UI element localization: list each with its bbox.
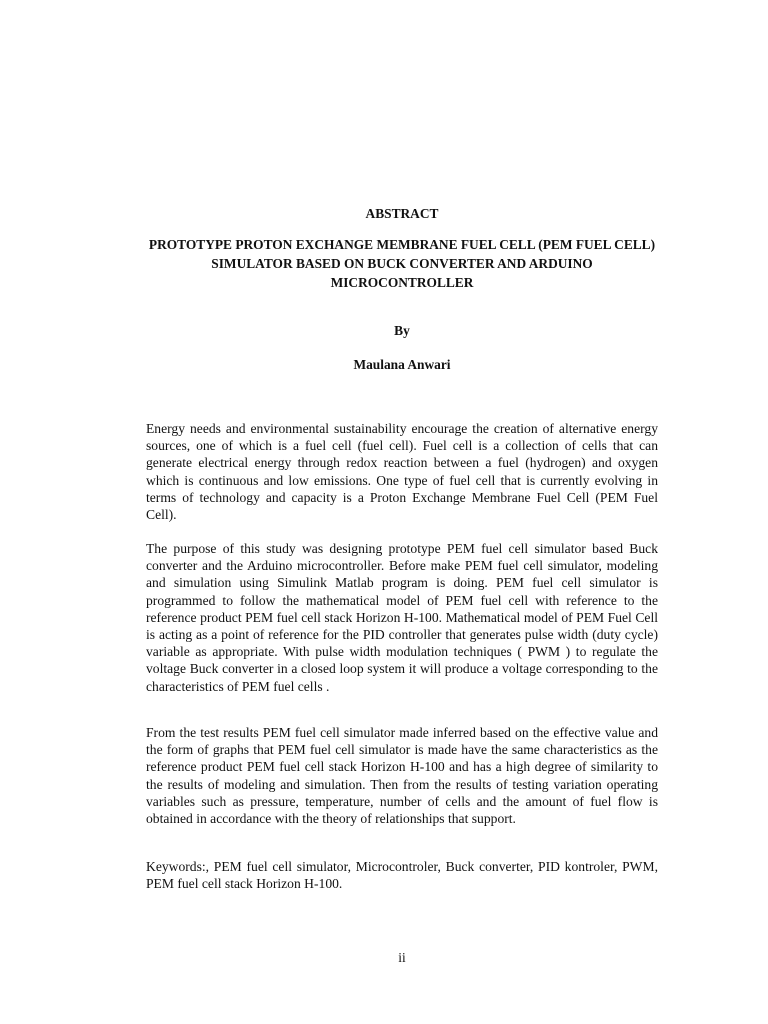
by-label: By [394, 323, 410, 338]
page-number: ii [398, 950, 406, 965]
author-name: Maulana Anwari [353, 357, 451, 372]
abstract-heading: ABSTRACT [365, 206, 439, 221]
keywords-line: Keywords:, PEM fuel cell simulator, Microcontroler, Buck converter, PID kontroler, PWM, PEM fuel cell stack Horizon H-100. [146, 859, 658, 892]
abstract-paragraph: From the test results PEM fuel cell simulator made inferred based on the effective value and the form of graphs that PEM fuel cell simulator is made have the same characteristics as the reference product PEM fuel cell stack Horizon H-100 and has a high degree of similarity to the results of modeling and simulation. Then from the results of testing variation operating variables such as pressure, temperature, number of cells and the amount of fuel flow is obtained in accordance with the theory of relationships that support. [146, 725, 658, 827]
abstract-paragraph: Energy needs and environmental sustainability encourage the creation of alternative energy sources, one of which is a fuel cell (fuel cell). Fuel cell is a collection of cells that can generate electrical energy through redox reaction between a fuel (hydrogen) and oxygen which is continuous and low emissions. One type of fuel cell that is currently evolving in terms of technology and capacity is a Proton Exchange Membrane Fuel Cell (PEM Fuel Cell). [146, 421, 658, 523]
abstract-paragraph: The purpose of this study was designing prototype PEM fuel cell simulator based Buck converter and the Arduino microcontroller. Before make PEM fuel cell simulator, modeling and simulation using Simulink Matlab program is doing. PEM fuel cell simulator is programmed to follow the mathematical model of PEM fuel cell with reference to the reference product PEM fuel cell stack Horizon H-100. Mathematical model of PEM Fuel Cell is acting as a point of reference for the PID controller that generates pulse width (duty cycle) variable as appropriate. With pulse width modulation techniques ( PWM ) to regulate the voltage Buck converter in a closed loop system it will produce a voltage corresponding to the characteristics of PEM fuel cells . [146, 541, 658, 694]
thesis-title: PROTOTYPE PROTON EXCHANGE MEMBRANE FUEL CELL (PEM FUEL CELL) SIMULATOR BASED ON BUCK CONVERTER AND ARDUINO MICROCONTROLLER [148, 237, 656, 290]
